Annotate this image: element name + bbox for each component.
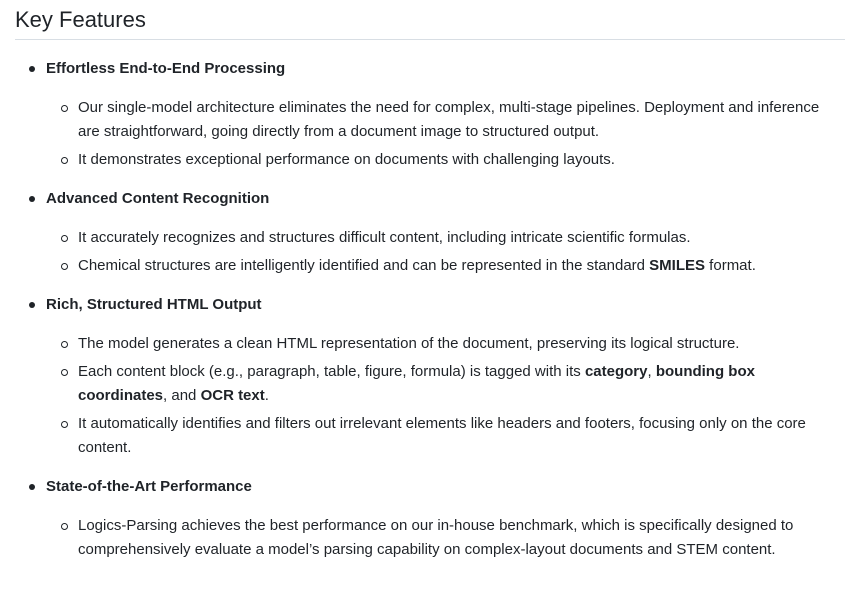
bullet-disc-icon (29, 484, 35, 490)
bullet-circle-icon (61, 105, 68, 112)
feature-sublist (46, 332, 845, 460)
title-divider (15, 39, 845, 40)
feature-sublist (46, 96, 845, 172)
bullet-disc-icon (29, 302, 35, 308)
sub-item-text: , and (163, 387, 201, 404)
bullet-circle-icon (61, 341, 68, 348)
feature-title: Effortless End-to-End Processing (46, 60, 286, 77)
sub-item (46, 412, 845, 460)
sub-item-emphasis: bounding box coordinates (78, 363, 755, 404)
feature-list (15, 58, 845, 562)
bullet-circle-icon (61, 263, 68, 270)
feature-item (15, 476, 845, 562)
sub-item-text: The model generates a clean HTML representation of the document, preserving its logical structure. (78, 335, 740, 352)
sub-item (46, 148, 845, 172)
sub-item-text: It demonstrates exceptional performance on documents with challenging layouts. (78, 151, 615, 168)
feature-item (15, 58, 845, 172)
sub-item-text: It automatically identifies and filters out irrelevant elements like headers and footers, focusing only on the core content. (78, 415, 806, 456)
bullet-circle-icon (61, 523, 68, 530)
sub-item-emphasis: category (584, 363, 648, 380)
bullet-circle-icon (61, 369, 68, 376)
feature-heading (46, 294, 845, 316)
sub-item-text: Each content block (e.g., paragraph, table, figure, formula) is tagged with its (78, 363, 585, 380)
sub-item-emphasis: OCR text (200, 387, 265, 404)
feature-heading (46, 188, 845, 210)
sub-item-text: Our single-model architecture eliminates the need for complex, multi-stage pipelines. Deployment and inference are straightforward, going directly from a document image to structured output. (78, 99, 820, 140)
feature-item (15, 188, 845, 278)
feature-sublist (46, 514, 845, 562)
sub-item (46, 332, 845, 356)
feature-item (15, 294, 845, 460)
bullet-disc-icon (29, 66, 35, 72)
sub-item-text: Logics-Parsing achieves the best performance on our in-house benchmark, which is specifically designed to comprehensively evaluate a model’s parsing capability on complex-layout documents and STEM content. (78, 517, 794, 558)
sub-item-emphasis: SMILES (649, 257, 706, 274)
feature-title: State-of-the-Art Performance (46, 478, 252, 495)
feature-sublist (46, 226, 845, 278)
sub-item (46, 226, 845, 250)
feature-title: Rich, Structured HTML Output (46, 296, 262, 313)
bullet-circle-icon (61, 157, 68, 164)
bullet-circle-icon (61, 421, 68, 428)
sub-item (46, 360, 845, 408)
bullet-circle-icon (61, 235, 68, 242)
sub-item-text: . (264, 387, 269, 404)
sub-item (46, 96, 845, 144)
sub-item-text: , (647, 363, 656, 380)
sub-item-text: Chemical structures are intelligently identified and can be represented in the standard (78, 257, 650, 274)
sub-item-text: format. (705, 257, 756, 274)
feature-title: Advanced Content Recognition (46, 190, 270, 207)
sub-item (46, 254, 845, 278)
bullet-disc-icon (29, 196, 35, 202)
sub-item (46, 514, 845, 562)
feature-heading (46, 476, 845, 498)
feature-heading (46, 58, 845, 80)
section-title: Key Features (15, 7, 146, 32)
sub-item-text: It accurately recognizes and structures difficult content, including intricate scientific formulas. (78, 229, 691, 246)
